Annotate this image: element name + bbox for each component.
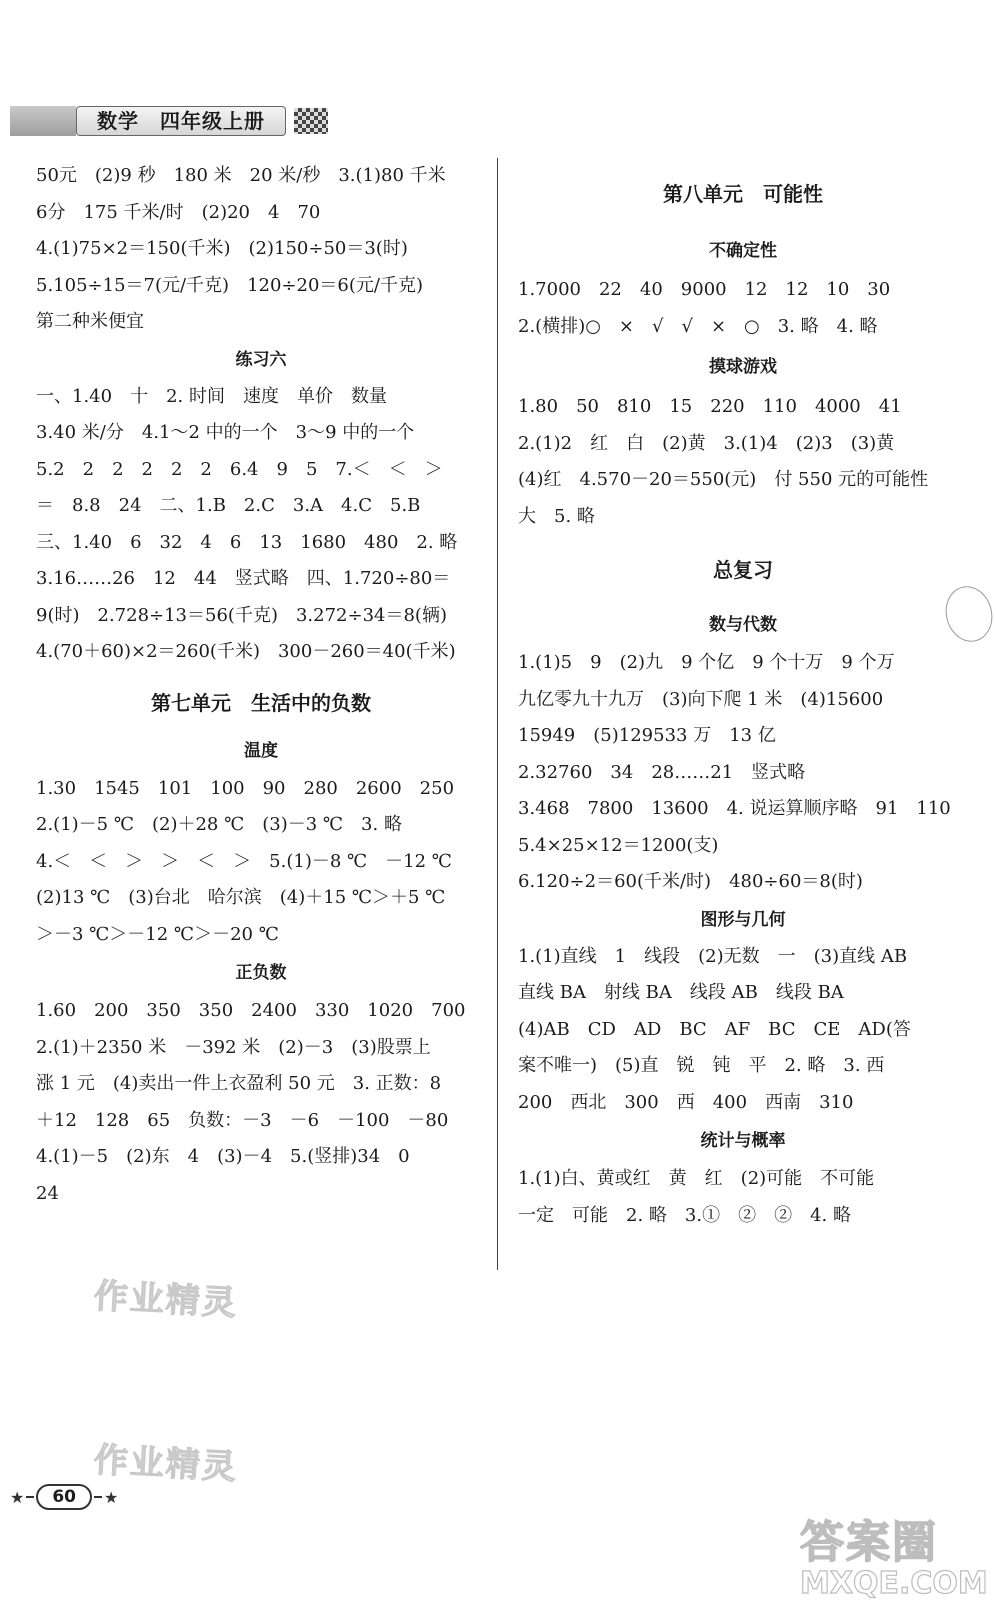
answer-line: 直线 BA 射线 BA 线段 AB 线段 BA (518, 982, 844, 1003)
page-number (10, 1480, 118, 1514)
statistics-title: 统计与概率 (700, 1131, 786, 1151)
answer-line: 200 西北 300 西 400 西南 310 (518, 1091, 854, 1113)
temperature-title: 温度 (244, 740, 278, 761)
answer-line: ＝ 8.8 24 二、1.B 2.C 3.A 4.C 5.B (36, 495, 421, 516)
answer-line: 涨 1 元 (4)卖出一件上衣盈利 50 元 3. 正数：8 (36, 1073, 442, 1094)
answer-line: 1.30 1545 101 100 90 280 2600 250 (36, 777, 455, 799)
answer-line: 2.(横排)○ × √ √ × ○ 3. 略 4. 略 (518, 315, 878, 337)
answer-line: 3.16……26 12 44 竖式略 四、1.720÷80＝ (36, 568, 451, 589)
uncertainty-block (518, 272, 968, 345)
answer-line: 9(时) 2.728÷13＝56(千克) 3.272÷34＝8(辆) (36, 604, 447, 626)
answer-line: 1.(1)5 9 (2)九 9 个亿 9 个十万 9 个万 (518, 652, 895, 673)
answer-line: (4)红 4.570－20＝550(元) 付 550 元的可能性 (518, 469, 929, 490)
practice6-block (36, 379, 486, 671)
answer-line: 4.(1)75×2＝150(千米) (2)150÷50＝3(时) (36, 238, 408, 259)
numbers-algebra-title: 数与代数 (709, 615, 777, 635)
posneg-block (36, 993, 486, 1212)
answer-line: (4)AB CD AD BC AF BC CE AD(答 (518, 1018, 911, 1040)
header-checker-decoration (294, 108, 328, 134)
answer-line: 6分 175 千米/时 (2)20 4 70 (36, 201, 321, 223)
unit7-title: 第七单元 生活中的负数 (151, 690, 371, 715)
answer-line: 2.(1)－5 ℃ (2)＋28 ℃ (3)－3 ℃ 3. 略 (36, 814, 402, 835)
right-column (518, 158, 968, 1234)
dash-decoration (94, 1496, 102, 1498)
header-title-box (76, 106, 286, 136)
practice6-title: 练习六 (235, 349, 287, 370)
statistics-block (518, 1161, 968, 1234)
answer-line: 大 5. 略 (518, 505, 595, 527)
answer-line: ＋12 128 65 负数：－3 －6 －100 －80 (36, 1109, 449, 1131)
site-watermark-en: MXQE.COM (800, 1566, 988, 1601)
answer-line: 一定 可能 2. 略 3.① ② ② 4. 略 (518, 1204, 851, 1226)
answer-line: 三、1.40 6 32 4 6 13 1680 480 2. 略 (36, 531, 458, 553)
watermark-text: 作业精灵 (92, 1440, 239, 1488)
answer-line: 1.80 50 810 15 220 110 4000 41 (518, 396, 902, 417)
answer-line: 50元 (2)9 秒 180 米 20 米/秒 3.(1)80 千米 (36, 165, 446, 186)
column-divider (497, 158, 498, 1270)
answer-line: 案不唯一) (5)直 锐 钝 平 2. 略 3. 西 (518, 1055, 885, 1076)
answer-line: 九亿零九十九万 (3)向下爬 1 米 (4)15600 (518, 688, 884, 710)
answer-line: 2.(1)2 红 白 (2)黄 3.(1)4 (2)3 (3)黄 (518, 432, 895, 454)
answer-line: ＞－3 ℃＞－12 ℃＞－20 ℃ (36, 923, 279, 945)
left-column (36, 158, 486, 1212)
answer-line: 3.40 米/分 4.1～2 中的一个 3～9 中的一个 (36, 422, 415, 443)
answer-line: 24 (36, 1182, 59, 1204)
header-grey-block (10, 106, 76, 136)
header-subject: 数学 (97, 109, 139, 133)
review-title: 总复习 (713, 558, 773, 582)
uncertainty-title: 不确定性 (709, 241, 777, 261)
answer-line: 第二种米便宜 (36, 311, 144, 332)
answer-line: (2)13 ℃ (3)台北 哈尔滨 (4)＋15 ℃＞＋5 ℃ (36, 887, 446, 908)
watermark-text: 作业精灵 (92, 1276, 239, 1324)
answer-line: 1.60 200 350 350 2400 330 1020 700 (36, 1000, 466, 1021)
answer-line: 4.(70＋60)×2＝260(千米) 300－260＝40(千米) (36, 641, 456, 662)
answer-line: 4.(1)－5 (2)东 4 (3)－4 5.(竖排)34 0 (36, 1146, 410, 1167)
answer-line: 15949 (5)129533 万 13 亿 (518, 725, 776, 746)
dash-decoration (26, 1496, 34, 1498)
ball-game-block (518, 389, 968, 535)
answer-line: 1.7000 22 40 9000 12 12 10 30 (518, 279, 891, 300)
numbers-algebra-block (518, 645, 968, 901)
unit8-title: 第八单元 可能性 (663, 182, 823, 206)
geometry-block (518, 939, 968, 1122)
site-watermark (800, 1506, 988, 1601)
ball-game-title: 摸球游戏 (709, 357, 777, 377)
top-lines-block (36, 158, 486, 341)
answer-line: 一、1.40 十 2. 时间 速度 单价 数量 (36, 385, 387, 407)
answer-line: 4.＜ ＜ ＞ ＞ ＜ ＞ 5.(1)－8 ℃ －12 ℃ (36, 850, 452, 872)
answer-line: 3.468 7800 13600 4. 说运算顺序略 91 110 (518, 798, 951, 819)
page-number-value: 60 (36, 1484, 92, 1510)
answer-line: 1.(1)白、黄或红 黄 红 (2)可能 不可能 (518, 1168, 875, 1189)
site-watermark-zh: 答案圈 (800, 1517, 938, 1568)
answer-line: 2.32760 34 28……21 竖式略 (518, 761, 806, 783)
answer-line: 6.120÷2＝60(千米/时) 480÷60＝8(时) (518, 871, 863, 892)
star-icon: ★ (10, 1487, 25, 1507)
answer-line: 2.(1)＋2350 米 －392 米 (2)－3 (3)股票上 (36, 1036, 431, 1058)
answer-line: 5.4×25×12＝1200(支) (518, 834, 719, 856)
header-grade: 四年级上册 (160, 109, 265, 133)
posneg-title: 正负数 (235, 963, 287, 983)
temperature-block (36, 771, 486, 954)
answer-line: 1.(1)直线 1 线段 (2)无数 一 (3)直线 AB (518, 945, 908, 967)
geometry-title: 图形与几何 (700, 909, 786, 930)
answer-line: 5.105÷15＝7(元/千克) 120÷20＝6(元/千克) (36, 274, 423, 296)
star-icon: ★ (104, 1487, 119, 1507)
answer-line: 5.2 2 2 2 2 2 6.4 9 5 7.＜ ＜ ＞ (36, 458, 443, 480)
